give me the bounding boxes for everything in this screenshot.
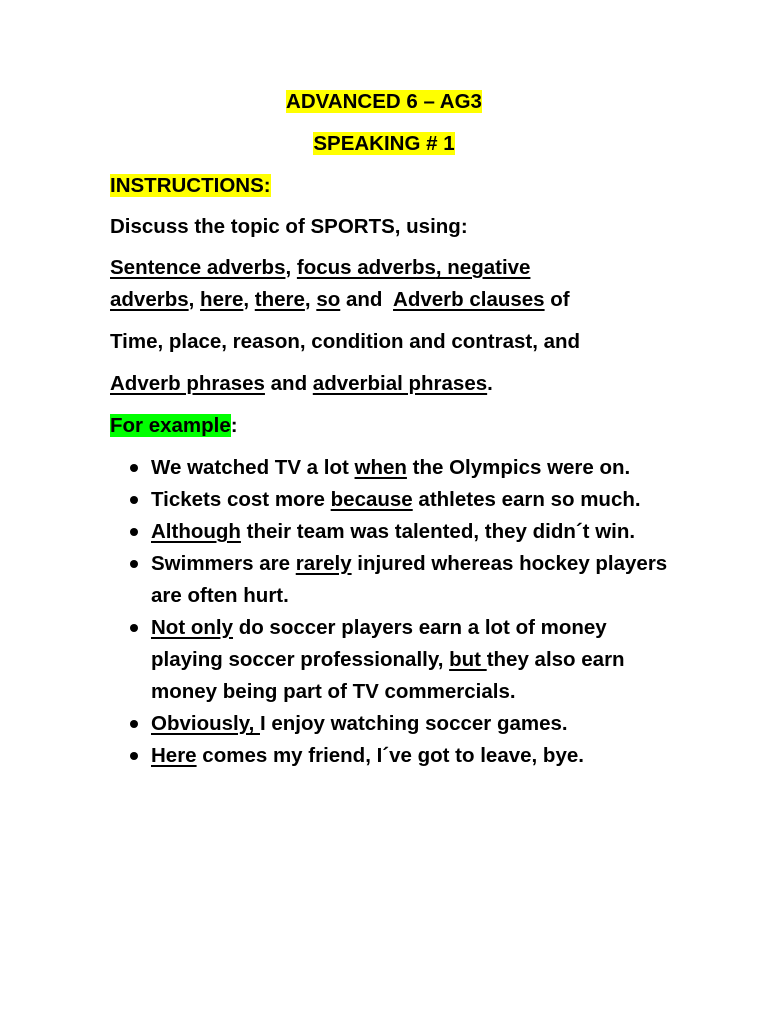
examples-list [110, 452, 670, 772]
list-item: Swimmers are rarely injured whereas hockey players are often hurt. [110, 548, 670, 612]
bullet-icon [130, 528, 138, 536]
key-word: when [354, 456, 407, 479]
term-there: there [254, 288, 305, 311]
list-item: Not only do soccer players earn a lot of money playing soccer professionally, but they also earn money being part of TV commercials. [110, 612, 670, 708]
separator: , [188, 288, 201, 311]
instructions-line-4 [110, 368, 670, 400]
term-so: so [316, 288, 341, 311]
key-word: Not only [151, 616, 233, 639]
bullet-icon [130, 752, 138, 760]
connector-of: of [544, 288, 570, 311]
subtitle-line [0, 128, 768, 160]
instructions-line-3: Time, place, reason, condition and contrast, and [110, 330, 581, 353]
term-sentence-adverbs: Sentence adverbs [110, 256, 286, 279]
instructions-line-2 [110, 284, 670, 316]
key-word: Although [151, 520, 241, 543]
term-focus-adverbs: focus adverbs [296, 256, 436, 279]
term-adverb-clauses: Adverb clauses [393, 288, 545, 311]
connector-and: and [264, 372, 313, 395]
list-item: Although their team was talented, they didn´t win. [110, 516, 670, 548]
key-word: Here [151, 744, 197, 767]
title-line [0, 86, 768, 118]
example-label-colon: : [230, 414, 238, 437]
example-label-line [110, 410, 670, 442]
bullet-icon [130, 720, 138, 728]
separator: , [243, 288, 255, 311]
instructions-line-1 [110, 252, 670, 284]
bullet-icon [130, 560, 138, 568]
term-adverb-phrases: Adverb phrases [110, 372, 265, 395]
term-negative: , negative [435, 256, 531, 279]
document-subtitle: SPEAKING # 1 [313, 132, 455, 155]
instructions-heading-line [110, 170, 670, 202]
key-word: rarely [295, 552, 352, 575]
separator: , [285, 256, 297, 279]
key-word: Obviously, [151, 712, 260, 735]
list-item: Tickets cost more because athletes earn so much. [110, 484, 670, 516]
list-item: We watched TV a lot when the Olympics were on. [110, 452, 670, 484]
term-here: here [200, 288, 244, 311]
key-word: because [330, 488, 413, 511]
instructions-intro: Discuss the topic of SPORTS, using: [110, 215, 468, 238]
document-title: ADVANCED 6 – AG3 [286, 90, 482, 113]
key-word: but [449, 648, 487, 671]
separator: , [304, 288, 317, 311]
list-item: Here comes my friend, I´ve got to leave, bye. [110, 740, 670, 772]
list-item: Obviously, I enjoy watching soccer games. [110, 708, 670, 740]
bullet-icon [130, 464, 138, 472]
period: . [487, 372, 493, 395]
instructions-heading: INSTRUCTIONS: [110, 174, 271, 197]
term-adverbial-phrases: adverbial phrases [312, 372, 488, 395]
bullet-icon [130, 624, 138, 632]
bullet-icon [130, 496, 138, 504]
example-label: For example [110, 414, 231, 437]
connector-and: and [340, 288, 394, 311]
term-adverbs: adverbs [110, 288, 189, 311]
